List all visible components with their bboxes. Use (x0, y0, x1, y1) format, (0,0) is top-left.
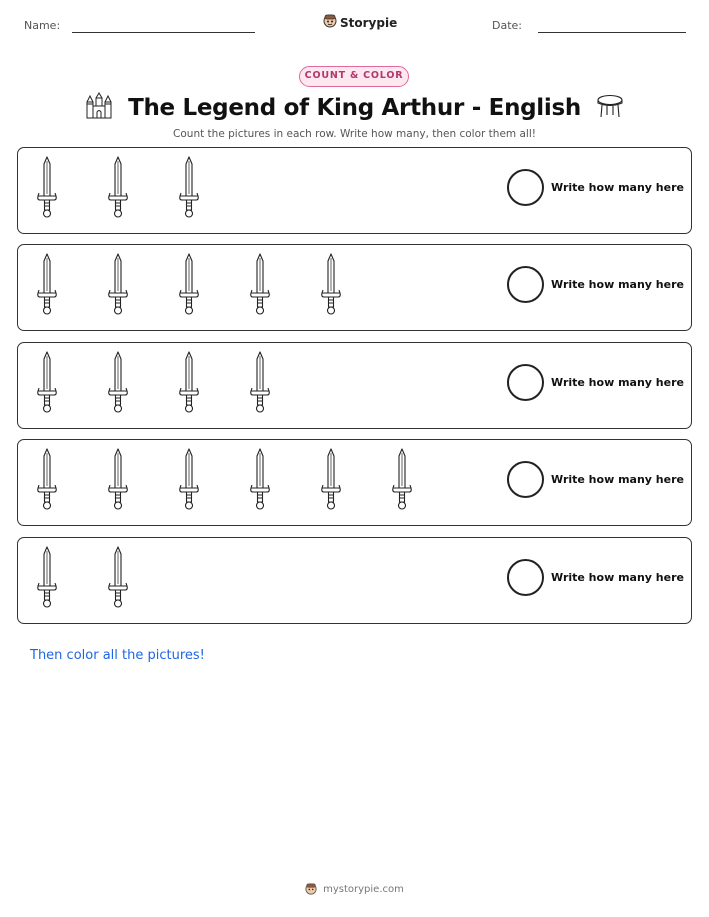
instructions: Count the pictures in each row. Write how many, then color them all! (173, 128, 536, 140)
name-label: Name: (24, 19, 61, 32)
site-footer (0, 880, 709, 899)
sword-icon[interactable] (32, 546, 103, 610)
answer-circle[interactable] (507, 559, 544, 596)
sword-icon[interactable] (174, 448, 245, 512)
date-line[interactable] (538, 32, 686, 33)
sword-icon[interactable] (245, 351, 316, 415)
name-line[interactable] (72, 32, 255, 33)
sword-icon[interactable] (387, 448, 458, 512)
castle-icon (84, 92, 114, 124)
sword-icon[interactable] (174, 351, 245, 415)
sword-icon[interactable] (103, 448, 174, 512)
sword-icon[interactable] (103, 156, 174, 220)
count-row (17, 439, 692, 526)
answer-label: Write how many here (551, 376, 684, 389)
page-title: The Legend of King Arthur - English (128, 95, 581, 121)
picture-group (32, 546, 174, 610)
count-row (17, 537, 692, 624)
sword-icon[interactable] (316, 448, 387, 512)
storypie-logo (323, 13, 397, 32)
answer-circle[interactable] (507, 461, 544, 498)
sword-icon[interactable] (245, 448, 316, 512)
answer-circle[interactable] (507, 169, 544, 206)
storypie-mascot-icon (305, 880, 317, 899)
storypie-mascot-icon (323, 13, 337, 32)
sword-icon[interactable] (32, 351, 103, 415)
picture-group (32, 448, 458, 512)
sword-icon[interactable] (32, 253, 103, 317)
answer-circle[interactable] (507, 364, 544, 401)
answer-label: Write how many here (551, 571, 684, 584)
sword-icon[interactable] (32, 448, 103, 512)
sword-icon[interactable] (32, 156, 103, 220)
answer-label: Write how many here (551, 278, 684, 291)
picture-group (32, 253, 387, 317)
picture-group (32, 156, 245, 220)
brand-name: Storypie (340, 15, 398, 30)
round-table-icon (595, 93, 625, 123)
sword-icon[interactable] (174, 156, 245, 220)
sword-icon[interactable] (103, 253, 174, 317)
count-and-color-badge: COUNT & COLOR (299, 66, 409, 87)
picture-group (32, 351, 316, 415)
sword-icon[interactable] (103, 351, 174, 415)
footer-instruction: Then color all the pictures! (30, 648, 205, 663)
answer-circle[interactable] (507, 266, 544, 303)
answer-label: Write how many here (551, 473, 684, 486)
sword-icon[interactable] (245, 253, 316, 317)
sword-icon[interactable] (316, 253, 387, 317)
answer-label: Write how many here (551, 181, 684, 194)
title-row (0, 92, 709, 124)
sword-icon[interactable] (103, 546, 174, 610)
sword-icon[interactable] (174, 253, 245, 317)
count-row (17, 147, 692, 234)
site-url: mystorypie.com (323, 884, 404, 895)
count-row (17, 342, 692, 429)
date-label: Date: (492, 19, 522, 32)
count-row (17, 244, 692, 331)
